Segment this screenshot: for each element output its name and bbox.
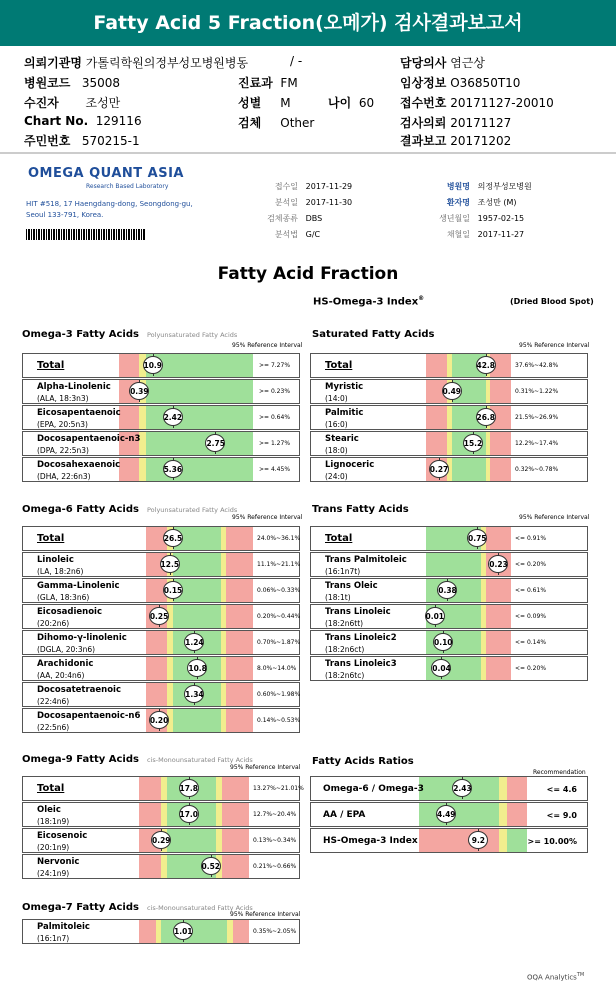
recommendation-header: Recommendation xyxy=(533,769,586,776)
dept-value: FM xyxy=(280,76,298,90)
hospital-code-value: 35008 xyxy=(81,76,121,90)
fatty-acid-name: Trans Palmitoleic (16:1n7t) xyxy=(325,555,407,576)
range-band xyxy=(146,657,167,680)
range-band xyxy=(499,829,507,852)
birth-date: 1957-02-15 xyxy=(477,214,525,223)
omega6-ref-header: 95% Reference Interval xyxy=(232,514,303,521)
table-row xyxy=(310,405,588,430)
range-band xyxy=(146,380,253,403)
table-row xyxy=(310,431,588,456)
table-row xyxy=(22,656,300,681)
omega9-total-row xyxy=(22,776,304,801)
lab-report-sheet: OMEGA QUANT ASIA Research Based Laboratory HIT #518, 17 Haengdang-dong, Seongdong-gu, Seoul 133-791, Korea. 접수일 2017-11-29 분석일 2017-11-30 검체종류 DBS 분석법 G/C 병원명 의정부성모병원 환자명 조성만 (M) 생년월일 1957-02-15 채혈일 2017-11-27 Fatty Acid Fraction HS-Omega-3 Index® (Dried Blood Spot) Omega-3 Fatty Acids Polyunsaturated Fatty Acids 95% Reference Interval Total 10.9 >= 7.27% Alpha-Linolenic (ALA, 18:3n3) 0.39 >= 0.23% Eicosapentaenoic (EPA, 20:5n3) 2.42 >= 0.64% Docosapentaenoic-n3 (DPA, 22:5n3) 2.75 >= 1.27% Docosahexaenoic (DHA, 22:6n3) 5.36 >= 4.45% Saturated Fatty Acids 95% Reference Interval Total 42.8 37.6%~42.8% Myristic (14:0) 0.49 0.31%~1.22% Palmitic (16:0) 26.8 21.5%~26.9% Stearic (18:0) 15.2 12.2%~17.4% Lignoceric (24:0) 0.27 0.32%~0.78% Omega-6 Fatty Acids Polyunsaturated Fatty Acids 95% Reference Interval Total 26.5 24.0%~36.1% Linoleic (LA, 18:2n6) 12.5 11.1%~21.1% Gamma-Linolenic (GLA, 18:3n6) 0.15 0.06%~0.33% Eicosadienoic (20:2n6) 0.25 0.20%~0.44% Dihomo-γ-linolenic (DGLA, 20:3n6) 1.24 0.70%~1.87% Arachidonic (AA, 20:4n6) 10.8 8.0%~14.0% Docosatetraenoic (22:4n6) 1.34 0.60%~1.98% Docosapentaenoic-n6 (22:5n6) 0.20 0.14%~0.53% Trans Fatty Acids 95% Reference Interval Total 0.75 <= 0.91% Trans Palmitoleic (16:1n7t) 0.23 <= 0.20% Trans Oleic (18:1t) 0.38 <= 0.61% Trans Linoleic (18:2n6tt) 0.01 <= 0.09% Trans Linoleic2 (18:2n6ct) 0.10 <= 0.14% Trans Linoleic3 (18:2n6tc) 0.04 <= 0.20% Omega-9 Fatty Acids cis-Monounsaturated Fatty Acids 95% Reference Interval Total 17.8 13.27%~21.01% Oleic (18:1n9) 17.0 12.7%~20.4% Eicosenoic (20:1n9) 0.29 0.13%~0.34% Nervonic (24:1n9) 0.52 0.21%~0.66% Omega-7 Fatty Acids cis-Monounsaturated Fatty Acids 95% Reference Interval Palmitoleic (16:1n7) 1.01 0.35%~2.05% Fatty Acids Ratios Recommendation Omega-6 / Omega-3 2.43 <= 4.6 AA / EPA 4.49 <= 9.0 HS-Omega-3 Index 9.2 >= 10.00% OQA Analytics™ xyxy=(0,152,616,999)
table-row xyxy=(22,708,300,733)
reference-interval: 0.31%~1.22% xyxy=(515,388,559,395)
range-band xyxy=(173,553,221,576)
reference-interval: 37.6%~42.8% xyxy=(515,362,559,369)
result-value-marker: 0.29 xyxy=(151,831,171,849)
lab-logo: OMEGA QUANT ASIA xyxy=(28,166,184,181)
reference-interval: 0.14%~0.53% xyxy=(257,717,301,724)
omega6-title: Omega-6 Fatty Acids Polyunsaturated Fatty Acids xyxy=(22,504,238,515)
reference-interval: 0.13%~0.34% xyxy=(253,837,297,844)
collected-date: 2017-11-27 xyxy=(477,230,525,239)
trans-total-row xyxy=(310,526,588,551)
table-row xyxy=(22,405,300,430)
result-value-marker: 0.39 xyxy=(129,382,149,400)
range-band xyxy=(507,829,527,852)
chart-label: Chart No. xyxy=(24,114,89,128)
reference-interval: <= 0.09% xyxy=(515,613,547,620)
result-value-marker: 0.20 xyxy=(149,711,169,729)
range-band xyxy=(222,855,250,878)
id-label: 주민번호 xyxy=(24,134,71,148)
recommendation-value: <= 4.6 xyxy=(546,785,577,794)
result-value-marker: 26.8 xyxy=(476,408,496,426)
range-band xyxy=(167,829,217,852)
fatty-acid-name: Docosahexaenoic (DHA, 22:6n3) xyxy=(37,460,121,481)
hs-omega3-title: HS-Omega-3 Index® xyxy=(313,295,425,308)
specimen-label: 검체 xyxy=(238,116,262,130)
ratio-name: Omega-6 / Omega-3 xyxy=(323,784,424,794)
result-value-marker: 0.25 xyxy=(149,607,169,625)
received-date: 2017-11-29 xyxy=(305,182,353,191)
trans-ref-header: 95% Reference Interval xyxy=(519,514,590,521)
range-band xyxy=(486,579,512,602)
barcode xyxy=(26,229,146,240)
range-band xyxy=(146,631,167,654)
table-row xyxy=(22,578,300,603)
table-row xyxy=(22,457,300,482)
fatty-acid-name: Docosapentaenoic-n3 (DPA, 22:5n3) xyxy=(37,434,141,455)
range-band xyxy=(222,777,250,800)
range-band xyxy=(226,553,253,576)
reference-interval: 11.1%~21.1% xyxy=(257,561,301,568)
range-band xyxy=(146,432,253,455)
range-band xyxy=(426,354,447,377)
result-value-marker: 10.9 xyxy=(143,356,163,374)
ratio-row xyxy=(310,776,588,801)
sample-type: DBS xyxy=(305,214,323,223)
range-band xyxy=(233,920,250,943)
fatty-acid-name: Eicosenoic (20:1n9) xyxy=(37,831,88,852)
fatty-acid-name: Linoleic (LA, 18:2n6) xyxy=(37,555,84,576)
lab-address: HIT #518, 17 Haengdang-dong, Seongdong-gu, Seoul 133-791, Korea. xyxy=(26,200,193,219)
range-band xyxy=(139,406,146,429)
range-band xyxy=(490,458,511,481)
omega7-title: Omega-7 Fatty Acids cis-Monounsaturated Fatty Acids xyxy=(22,902,253,913)
result-value-marker: 12.5 xyxy=(160,555,180,573)
reference-interval: 21.5%~26.9% xyxy=(515,414,559,421)
range-band xyxy=(226,683,253,706)
fatty-acid-name: Eicosadienoic (20:2n6) xyxy=(37,607,102,628)
reference-interval: 0.70%~1.87% xyxy=(257,639,301,646)
hospital-name: 의정부성모병원 xyxy=(477,182,532,191)
saturated-title: Saturated Fatty Acids xyxy=(312,329,435,340)
range-band xyxy=(486,631,512,654)
sex-label: 성별 xyxy=(238,96,262,110)
saturated-ref-header: 95% Reference Interval xyxy=(519,342,590,349)
range-band xyxy=(486,605,512,628)
range-band xyxy=(507,803,527,826)
table-row xyxy=(22,682,300,707)
range-band xyxy=(173,709,221,732)
fatty-acid-name: Trans Oleic (18:1t) xyxy=(325,581,378,602)
reference-interval: <= 0.61% xyxy=(515,587,547,594)
fatty-acid-name: Eicosapentaenoic (EPA, 20:5n3) xyxy=(37,408,121,429)
range-band xyxy=(486,527,512,550)
request-value: 20171127 xyxy=(450,116,512,130)
omega3-title: Omega-3 Fatty Acids Polyunsaturated Fatty Acids xyxy=(22,329,238,340)
patient-label: 수진자 xyxy=(24,96,59,110)
fatty-acid-name: Stearic (18:0) xyxy=(325,434,359,455)
range-band xyxy=(426,432,447,455)
report-date-label: 결과보고 xyxy=(400,134,447,148)
result-value-marker: 0.15 xyxy=(163,581,183,599)
result-value-marker: 2.43 xyxy=(452,779,472,797)
reference-interval: 24.0%~36.1% xyxy=(257,535,301,542)
range-band xyxy=(173,605,221,628)
result-value-marker: 0.10 xyxy=(433,633,453,651)
reference-interval: >= 7.27% xyxy=(259,362,291,369)
receipt-label: 접수번호 xyxy=(400,96,447,110)
reference-interval: 8.0%~14.0% xyxy=(257,665,297,672)
fatty-acid-name: Docosatetraenoic (22:4n6) xyxy=(37,685,121,706)
range-band xyxy=(226,605,253,628)
range-band xyxy=(222,803,250,826)
range-band xyxy=(226,709,253,732)
trans-title: Trans Fatty Acids xyxy=(312,504,409,515)
request-label: 검사의뢰 xyxy=(400,116,447,130)
table-row xyxy=(310,630,588,655)
reference-interval: >= 0.64% xyxy=(259,414,291,421)
reference-interval: <= 0.14% xyxy=(515,639,547,646)
fatty-acid-name: Palmitic (16:0) xyxy=(325,408,364,429)
reference-interval: 0.35%~2.05% xyxy=(253,928,297,935)
result-value-marker: 2.42 xyxy=(163,408,183,426)
table-row xyxy=(310,457,588,482)
clinical-label: 임상정보 xyxy=(400,76,447,90)
fatty-acid-name: Alpha-Linolenic (ALA, 18:3n3) xyxy=(37,382,111,403)
fatty-acid-name: Arachidonic (AA, 20:4n6) xyxy=(37,659,94,680)
range-band xyxy=(490,380,511,403)
range-band xyxy=(426,553,481,576)
range-band xyxy=(119,406,139,429)
table-row xyxy=(22,802,300,827)
omega3-total-row xyxy=(22,353,300,378)
table-row xyxy=(310,578,588,603)
sex-value: M xyxy=(280,96,291,110)
analyzed-date: 2017-11-30 xyxy=(305,198,353,207)
reference-interval: >= 0.23% xyxy=(259,388,291,395)
range-band xyxy=(499,803,507,826)
ratio-name: HS-Omega-3 Index xyxy=(323,836,418,846)
omega9-title: Omega-9 Fatty Acids cis-Monounsaturated Fatty Acids xyxy=(22,754,253,765)
result-value-marker: 1.34 xyxy=(184,685,204,703)
result-value-marker: 15.2 xyxy=(463,434,483,452)
report-title-banner: Fatty Acid 5 Fraction(오메가) 검사결과보고서 xyxy=(0,0,616,46)
reference-interval: <= 0.20% xyxy=(515,561,547,568)
range-band xyxy=(490,432,511,455)
reference-interval: >= 4.45% xyxy=(259,466,291,473)
range-band xyxy=(119,458,139,481)
fatty-acid-name: Myristic (14:0) xyxy=(325,382,364,403)
saturated-total-row xyxy=(310,353,588,378)
age-label: 나이 xyxy=(328,96,352,110)
fatty-acid-name: Trans Linoleic3 (18:2n6tc) xyxy=(325,659,397,680)
omega3-ref-header: 95% Reference Interval xyxy=(232,342,303,349)
reference-interval: 13.27%~21.01% xyxy=(253,785,304,792)
result-value-marker: 0.27 xyxy=(429,460,449,478)
reference-interval: <= 0.20% xyxy=(515,665,547,672)
result-value-marker: 0.52 xyxy=(201,857,221,875)
id-value: 570215-1 xyxy=(81,134,140,148)
table-row xyxy=(22,828,300,853)
range-band xyxy=(226,527,253,550)
hospital-code-label: 병원코드 xyxy=(24,76,71,90)
table-row xyxy=(22,552,300,577)
range-band xyxy=(146,406,253,429)
fatty-acid-name: Trans Linoleic (18:2n6tt) xyxy=(325,607,391,628)
fatty-acid-name: Total xyxy=(37,783,65,794)
range-band xyxy=(139,458,146,481)
table-row xyxy=(310,379,588,404)
range-band xyxy=(226,579,253,602)
result-value-marker: 5.36 xyxy=(163,460,183,478)
result-value-marker: 17.8 xyxy=(179,779,199,797)
result-value-marker: 1.01 xyxy=(173,922,193,940)
ward-value: / - xyxy=(290,54,303,68)
doctor-value: 염근상 xyxy=(450,56,485,70)
patient-name: 조성만 (M) xyxy=(477,198,517,207)
range-band xyxy=(222,829,250,852)
range-band xyxy=(426,406,447,429)
fatty-acid-name: Lignoceric (24:0) xyxy=(325,460,375,481)
reference-interval: 0.60%~1.98% xyxy=(257,691,301,698)
ratio-name: AA / EPA xyxy=(323,810,366,820)
range-band xyxy=(452,458,486,481)
table-row xyxy=(22,604,300,629)
range-band xyxy=(139,920,156,943)
omega7-total-row xyxy=(22,919,300,944)
result-value-marker: 1.24 xyxy=(184,633,204,651)
fatty-acid-name: Total xyxy=(325,533,353,544)
reference-interval: 0.21%~0.66% xyxy=(253,863,297,870)
recommendation-value: <= 9.0 xyxy=(546,811,577,820)
table-row xyxy=(310,552,588,577)
fatty-acid-name: Total xyxy=(37,360,65,371)
ratio-row xyxy=(310,828,588,853)
lab-logo-subtitle: Research Based Laboratory xyxy=(86,183,169,190)
range-band xyxy=(507,777,527,800)
institution-value: 가톨릭학원의정부성모병원병동 xyxy=(85,56,249,70)
reference-interval: >= 1.27% xyxy=(259,440,291,447)
patient-info-block xyxy=(0,50,616,150)
fatty-acid-name: Palmitoleic (16:1n7) xyxy=(37,922,90,943)
result-value-marker: 42.8 xyxy=(476,356,496,374)
ratios-title: Fatty Acids Ratios xyxy=(312,756,414,767)
omega6-total-row xyxy=(22,526,300,551)
fatty-acid-name: Nervonic (24:1n9) xyxy=(37,857,80,878)
table-row xyxy=(310,656,588,681)
omega7-ref-header: 95% Reference Interval xyxy=(230,911,301,918)
doctor-label: 담당의사 xyxy=(400,56,447,70)
fatty-acid-name: Total xyxy=(325,360,353,371)
table-row xyxy=(22,854,300,879)
range-band xyxy=(226,657,253,680)
table-row xyxy=(22,379,300,404)
patient-value: 조성만 xyxy=(85,96,121,110)
report-date-value: 20171202 xyxy=(450,134,512,148)
fatty-acid-name: Docosapentaenoic-n6 (22:5n6) xyxy=(37,711,141,732)
result-value-marker: 9.2 xyxy=(468,831,488,849)
fatty-acid-name: Trans Linoleic2 (18:2n6ct) xyxy=(325,633,397,654)
table-row xyxy=(22,431,300,456)
clinical-value: O36850T10 xyxy=(450,76,521,90)
range-band xyxy=(119,354,139,377)
reference-interval: 0.20%~0.44% xyxy=(257,613,301,620)
result-value-marker: 17.0 xyxy=(179,805,199,823)
range-band xyxy=(139,777,161,800)
range-band xyxy=(226,631,253,654)
result-value-marker: 0.38 xyxy=(437,581,457,599)
ratio-row xyxy=(310,802,588,827)
result-value-marker: 26.5 xyxy=(163,529,183,547)
reference-interval: 12.7%~20.4% xyxy=(253,811,297,818)
range-band xyxy=(486,657,512,680)
fatty-acid-name: Oleic (18:1n9) xyxy=(37,805,70,826)
table-row xyxy=(22,630,300,655)
result-value-marker: 4.49 xyxy=(436,805,456,823)
method: G/C xyxy=(305,230,321,239)
range-band xyxy=(139,855,161,878)
specimen-value: Other xyxy=(280,116,315,130)
sample-note: (Dried Blood Spot) xyxy=(510,297,594,306)
reference-interval: 0.32%~0.78% xyxy=(515,466,559,473)
range-band xyxy=(146,458,253,481)
result-value-marker: 0.23 xyxy=(488,555,508,573)
fatty-acid-name: Dihomo-γ-linolenic (DGLA, 20:3n6) xyxy=(37,633,127,654)
result-value-marker: 0.49 xyxy=(442,382,462,400)
fatty-acid-name: Total xyxy=(37,533,65,544)
result-value-marker: 0.04 xyxy=(431,659,451,677)
institution-label: 의뢰기관명 xyxy=(24,56,82,70)
receipt-value: 20171127-20010 xyxy=(450,96,554,110)
range-band xyxy=(146,683,167,706)
reference-interval: 12.2%~17.4% xyxy=(515,440,559,447)
range-band xyxy=(419,803,499,826)
fatty-acid-fraction-title: Fatty Acid Fraction xyxy=(217,264,399,284)
recommendation-value: >= 10.00% xyxy=(527,837,577,846)
omega9-ref-header: 95% Reference Interval xyxy=(230,764,301,771)
range-band xyxy=(499,777,507,800)
dept-label: 진료과 xyxy=(238,76,273,90)
range-band xyxy=(139,803,161,826)
age-value: 60 xyxy=(358,96,375,110)
reference-interval: <= 0.91% xyxy=(515,535,547,542)
reference-interval: 0.06%~0.33% xyxy=(257,587,301,594)
chart-value: 129116 xyxy=(95,114,142,128)
footer-brand: OQA Analytics™ xyxy=(527,972,585,982)
fatty-acid-name: Gamma-Linolenic (GLA, 18:3n6) xyxy=(37,581,120,602)
result-value-marker: 2.75 xyxy=(205,434,225,452)
result-value-marker: 0.01 xyxy=(425,607,445,625)
result-value-marker: 10.8 xyxy=(187,659,207,677)
table-row xyxy=(310,604,588,629)
result-value-marker: 0.75 xyxy=(467,529,487,547)
range-band xyxy=(161,920,227,943)
